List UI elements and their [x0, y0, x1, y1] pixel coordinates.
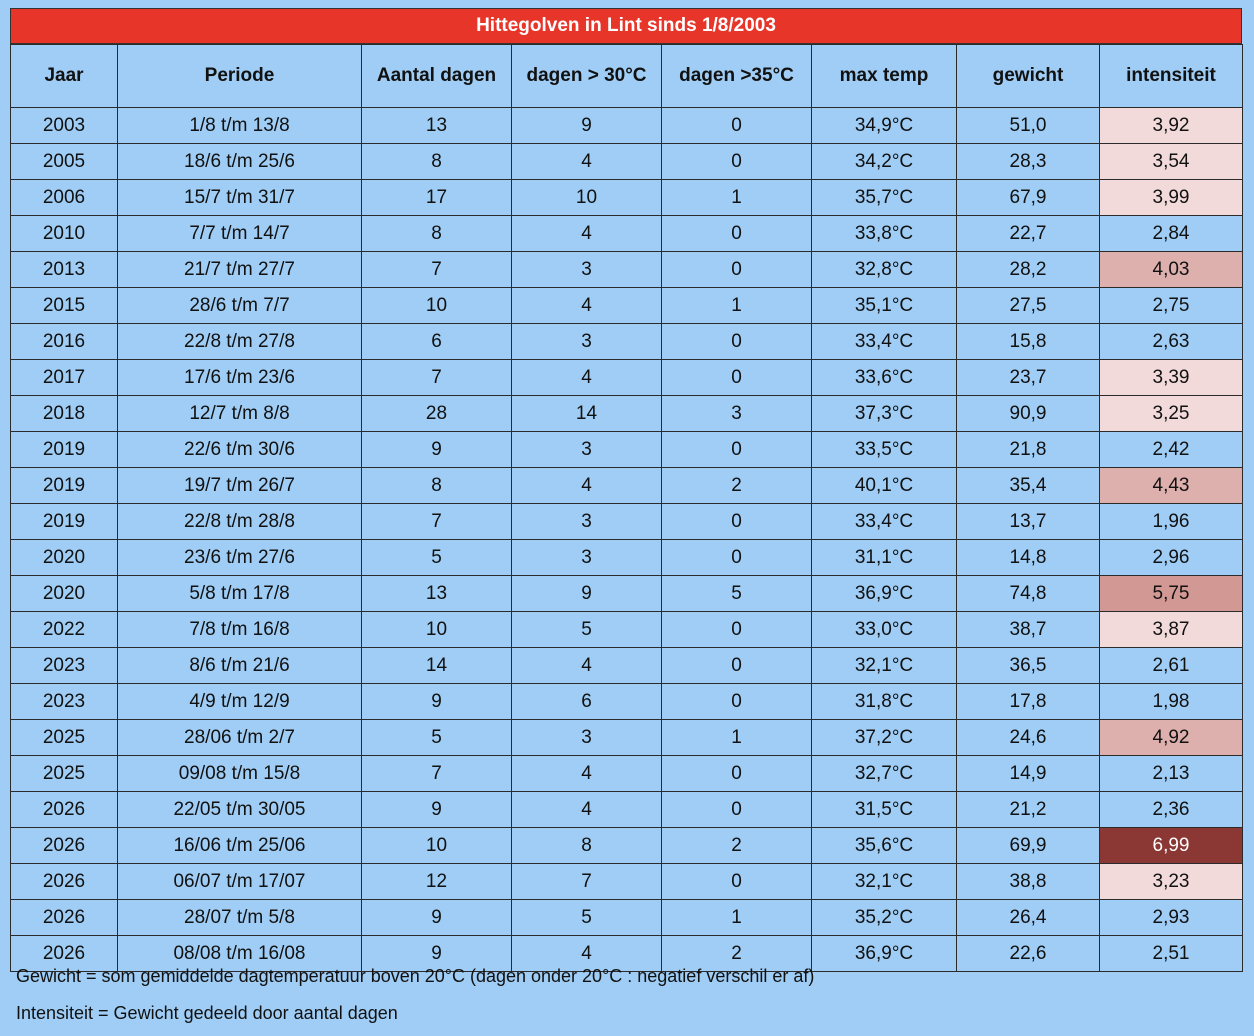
cell-periode: 28/6 t/m 7/7 — [118, 288, 362, 324]
cell-aantal-dagen: 12 — [362, 864, 512, 900]
cell-periode: 7/8 t/m 16/8 — [118, 612, 362, 648]
cell-intensiteit: 4,92 — [1100, 720, 1243, 756]
cell-periode: 12/7 t/m 8/8 — [118, 396, 362, 432]
column-header-dagen-35: dagen >35°C — [662, 45, 812, 108]
cell-jaar: 2019 — [11, 468, 118, 504]
cell-dagen-30: 4 — [512, 216, 662, 252]
cell-jaar: 2013 — [11, 252, 118, 288]
cell-dagen-30: 7 — [512, 864, 662, 900]
cell-periode: 22/05 t/m 30/05 — [118, 792, 362, 828]
cell-dagen-30: 8 — [512, 828, 662, 864]
table-row — [11, 576, 1243, 612]
cell-gewicht: 26,4 — [957, 900, 1100, 936]
cell-dagen-35: 1 — [662, 900, 812, 936]
cell-dagen-30: 3 — [512, 324, 662, 360]
cell-intensiteit: 2,93 — [1100, 900, 1243, 936]
cell-jaar: 2026 — [11, 900, 118, 936]
cell-intensiteit: 3,87 — [1100, 612, 1243, 648]
cell-aantal-dagen: 9 — [362, 684, 512, 720]
cell-intensiteit: 2,13 — [1100, 756, 1243, 792]
cell-jaar: 2023 — [11, 648, 118, 684]
cell-max-temp: 32,7°C — [812, 756, 957, 792]
cell-max-temp: 40,1°C — [812, 468, 957, 504]
footnote-gewicht: Gewicht = som gemiddelde dagtemperatuur boven 20°C (dagen onder 20°C : negatief verschil er af) — [16, 966, 815, 986]
table-row — [11, 360, 1243, 396]
cell-periode: 16/06 t/m 25/06 — [118, 828, 362, 864]
cell-dagen-35: 0 — [662, 144, 812, 180]
cell-aantal-dagen: 6 — [362, 324, 512, 360]
cell-dagen-35: 1 — [662, 288, 812, 324]
cell-aantal-dagen: 9 — [362, 432, 512, 468]
column-header-jaar: Jaar — [11, 45, 118, 108]
cell-aantal-dagen: 7 — [362, 504, 512, 540]
table-row — [11, 396, 1243, 432]
cell-dagen-30: 4 — [512, 468, 662, 504]
cell-max-temp: 31,8°C — [812, 684, 957, 720]
cell-dagen-30: 10 — [512, 180, 662, 216]
cell-dagen-35: 0 — [662, 756, 812, 792]
table-row — [11, 144, 1243, 180]
cell-dagen-30: 3 — [512, 540, 662, 576]
cell-dagen-30: 3 — [512, 252, 662, 288]
cell-gewicht: 17,8 — [957, 684, 1100, 720]
cell-intensiteit: 4,43 — [1100, 468, 1243, 504]
cell-dagen-30: 4 — [512, 360, 662, 396]
cell-aantal-dagen: 7 — [362, 360, 512, 396]
cell-gewicht: 22,7 — [957, 216, 1100, 252]
cell-dagen-35: 0 — [662, 324, 812, 360]
cell-dagen-30: 4 — [512, 936, 662, 972]
cell-max-temp: 32,1°C — [812, 648, 957, 684]
table-title: Hittegolven in Lint sinds 1/8/2003 — [10, 8, 1242, 44]
cell-dagen-30: 4 — [512, 648, 662, 684]
cell-aantal-dagen: 5 — [362, 720, 512, 756]
cell-max-temp: 33,0°C — [812, 612, 957, 648]
cell-intensiteit: 2,75 — [1100, 288, 1243, 324]
cell-max-temp: 34,9°C — [812, 108, 957, 144]
header-row — [11, 45, 1243, 108]
cell-intensiteit: 2,36 — [1100, 792, 1243, 828]
cell-intensiteit: 2,63 — [1100, 324, 1243, 360]
cell-periode: 22/8 t/m 28/8 — [118, 504, 362, 540]
cell-aantal-dagen: 9 — [362, 900, 512, 936]
cell-gewicht: 14,8 — [957, 540, 1100, 576]
cell-max-temp: 33,4°C — [812, 504, 957, 540]
cell-jaar: 2017 — [11, 360, 118, 396]
column-header-aantal-dagen: Aantal dagen — [362, 45, 512, 108]
cell-max-temp: 34,2°C — [812, 144, 957, 180]
cell-gewicht: 67,9 — [957, 180, 1100, 216]
cell-max-temp: 37,2°C — [812, 720, 957, 756]
table-row — [11, 468, 1243, 504]
cell-intensiteit: 3,39 — [1100, 360, 1243, 396]
cell-jaar: 2019 — [11, 504, 118, 540]
cell-intensiteit: 6,99 — [1100, 828, 1243, 864]
table-row — [11, 900, 1243, 936]
cell-aantal-dagen: 9 — [362, 936, 512, 972]
cell-max-temp: 35,7°C — [812, 180, 957, 216]
column-header-intensiteit: intensiteit — [1100, 45, 1243, 108]
cell-periode: 09/08 t/m 15/8 — [118, 756, 362, 792]
table-row — [11, 864, 1243, 900]
table-row — [11, 756, 1243, 792]
heatwave-sheet — [10, 8, 1242, 972]
cell-intensiteit: 5,75 — [1100, 576, 1243, 612]
cell-dagen-30: 6 — [512, 684, 662, 720]
cell-gewicht: 13,7 — [957, 504, 1100, 540]
cell-periode: 08/08 t/m 16/08 — [118, 936, 362, 972]
table-row — [11, 252, 1243, 288]
cell-aantal-dagen: 8 — [362, 468, 512, 504]
cell-periode: 1/8 t/m 13/8 — [118, 108, 362, 144]
cell-aantal-dagen: 8 — [362, 216, 512, 252]
cell-aantal-dagen: 5 — [362, 540, 512, 576]
table-row — [11, 324, 1243, 360]
cell-aantal-dagen: 17 — [362, 180, 512, 216]
table-row — [11, 288, 1243, 324]
cell-gewicht: 69,9 — [957, 828, 1100, 864]
cell-intensiteit: 4,03 — [1100, 252, 1243, 288]
cell-aantal-dagen: 8 — [362, 144, 512, 180]
table-row — [11, 540, 1243, 576]
cell-max-temp: 31,1°C — [812, 540, 957, 576]
cell-gewicht: 38,8 — [957, 864, 1100, 900]
cell-dagen-35: 1 — [662, 180, 812, 216]
cell-dagen-35: 5 — [662, 576, 812, 612]
cell-intensiteit: 2,61 — [1100, 648, 1243, 684]
cell-max-temp: 37,3°C — [812, 396, 957, 432]
cell-dagen-35: 3 — [662, 396, 812, 432]
cell-intensiteit: 2,96 — [1100, 540, 1243, 576]
cell-dagen-30: 9 — [512, 108, 662, 144]
cell-jaar: 2006 — [11, 180, 118, 216]
cell-aantal-dagen: 10 — [362, 288, 512, 324]
table-row — [11, 684, 1243, 720]
cell-dagen-35: 0 — [662, 216, 812, 252]
cell-max-temp: 31,5°C — [812, 792, 957, 828]
cell-dagen-35: 0 — [662, 540, 812, 576]
cell-dagen-30: 4 — [512, 756, 662, 792]
table-row — [11, 432, 1243, 468]
cell-dagen-35: 2 — [662, 936, 812, 972]
column-header-dagen-30: dagen > 30°C — [512, 45, 662, 108]
cell-intensiteit: 2,42 — [1100, 432, 1243, 468]
cell-dagen-35: 0 — [662, 108, 812, 144]
cell-periode: 4/9 t/m 12/9 — [118, 684, 362, 720]
cell-intensiteit: 3,54 — [1100, 144, 1243, 180]
cell-aantal-dagen: 13 — [362, 108, 512, 144]
cell-periode: 28/07 t/m 5/8 — [118, 900, 362, 936]
cell-max-temp: 36,9°C — [812, 936, 957, 972]
cell-gewicht: 27,5 — [957, 288, 1100, 324]
cell-periode: 28/06 t/m 2/7 — [118, 720, 362, 756]
cell-dagen-30: 5 — [512, 612, 662, 648]
cell-dagen-35: 0 — [662, 360, 812, 396]
cell-dagen-30: 5 — [512, 900, 662, 936]
cell-aantal-dagen: 28 — [362, 396, 512, 432]
cell-dagen-30: 3 — [512, 720, 662, 756]
cell-gewicht: 21,2 — [957, 792, 1100, 828]
cell-gewicht: 14,9 — [957, 756, 1100, 792]
cell-aantal-dagen: 9 — [362, 792, 512, 828]
table-body — [11, 108, 1243, 972]
cell-periode: 23/6 t/m 27/6 — [118, 540, 362, 576]
cell-jaar: 2019 — [11, 432, 118, 468]
table-row — [11, 720, 1243, 756]
cell-dagen-35: 0 — [662, 648, 812, 684]
cell-jaar: 2015 — [11, 288, 118, 324]
cell-jaar: 2026 — [11, 828, 118, 864]
cell-jaar: 2020 — [11, 540, 118, 576]
cell-max-temp: 35,1°C — [812, 288, 957, 324]
cell-intensiteit: 2,84 — [1100, 216, 1243, 252]
table-row — [11, 504, 1243, 540]
cell-aantal-dagen: 7 — [362, 756, 512, 792]
cell-dagen-35: 0 — [662, 792, 812, 828]
column-header-gewicht: gewicht — [957, 45, 1100, 108]
cell-dagen-35: 2 — [662, 828, 812, 864]
cell-jaar: 2023 — [11, 684, 118, 720]
cell-dagen-35: 1 — [662, 720, 812, 756]
cell-dagen-30: 4 — [512, 144, 662, 180]
cell-jaar: 2026 — [11, 864, 118, 900]
cell-jaar: 2005 — [11, 144, 118, 180]
cell-jaar: 2003 — [11, 108, 118, 144]
cell-dagen-35: 2 — [662, 468, 812, 504]
cell-gewicht: 21,8 — [957, 432, 1100, 468]
cell-dagen-30: 9 — [512, 576, 662, 612]
table-row — [11, 108, 1243, 144]
cell-gewicht: 22,6 — [957, 936, 1100, 972]
cell-periode: 8/6 t/m 21/6 — [118, 648, 362, 684]
cell-jaar: 2026 — [11, 792, 118, 828]
cell-gewicht: 38,7 — [957, 612, 1100, 648]
footnote-intensiteit: Intensiteit = Gewicht gedeeld door aantal dagen — [16, 1003, 398, 1023]
cell-max-temp: 32,1°C — [812, 864, 957, 900]
cell-intensiteit: 1,98 — [1100, 684, 1243, 720]
table-row — [11, 828, 1243, 864]
cell-max-temp: 32,8°C — [812, 252, 957, 288]
cell-dagen-30: 3 — [512, 432, 662, 468]
cell-gewicht: 24,6 — [957, 720, 1100, 756]
table-row — [11, 180, 1243, 216]
table-row — [11, 648, 1243, 684]
cell-max-temp: 33,5°C — [812, 432, 957, 468]
cell-gewicht: 28,2 — [957, 252, 1100, 288]
cell-max-temp: 33,6°C — [812, 360, 957, 396]
cell-dagen-35: 0 — [662, 864, 812, 900]
cell-jaar: 2010 — [11, 216, 118, 252]
cell-dagen-35: 0 — [662, 684, 812, 720]
cell-gewicht: 28,3 — [957, 144, 1100, 180]
column-header-max-temp: max temp — [812, 45, 957, 108]
table-row — [11, 612, 1243, 648]
heatwave-table — [10, 44, 1243, 972]
cell-aantal-dagen: 14 — [362, 648, 512, 684]
cell-periode: 22/6 t/m 30/6 — [118, 432, 362, 468]
cell-gewicht: 35,4 — [957, 468, 1100, 504]
cell-intensiteit: 1,96 — [1100, 504, 1243, 540]
cell-dagen-30: 4 — [512, 792, 662, 828]
cell-periode: 19/7 t/m 26/7 — [118, 468, 362, 504]
cell-dagen-35: 0 — [662, 432, 812, 468]
cell-dagen-35: 0 — [662, 612, 812, 648]
cell-periode: 17/6 t/m 23/6 — [118, 360, 362, 396]
cell-jaar: 2016 — [11, 324, 118, 360]
cell-gewicht: 74,8 — [957, 576, 1100, 612]
cell-jaar: 2025 — [11, 720, 118, 756]
cell-periode: 18/6 t/m 25/6 — [118, 144, 362, 180]
cell-gewicht: 51,0 — [957, 108, 1100, 144]
cell-max-temp: 36,9°C — [812, 576, 957, 612]
cell-aantal-dagen: 7 — [362, 252, 512, 288]
cell-max-temp: 35,6°C — [812, 828, 957, 864]
cell-gewicht: 15,8 — [957, 324, 1100, 360]
cell-intensiteit: 3,23 — [1100, 864, 1243, 900]
cell-dagen-30: 3 — [512, 504, 662, 540]
cell-periode: 5/8 t/m 17/8 — [118, 576, 362, 612]
cell-aantal-dagen: 10 — [362, 828, 512, 864]
cell-intensiteit: 3,99 — [1100, 180, 1243, 216]
cell-dagen-30: 4 — [512, 288, 662, 324]
cell-jaar: 2020 — [11, 576, 118, 612]
cell-jaar: 2025 — [11, 756, 118, 792]
cell-dagen-30: 14 — [512, 396, 662, 432]
table-row — [11, 792, 1243, 828]
cell-gewicht: 23,7 — [957, 360, 1100, 396]
cell-jaar: 2026 — [11, 936, 118, 972]
cell-intensiteit: 3,92 — [1100, 108, 1243, 144]
cell-dagen-35: 0 — [662, 504, 812, 540]
cell-jaar: 2022 — [11, 612, 118, 648]
cell-max-temp: 33,4°C — [812, 324, 957, 360]
cell-periode: 06/07 t/m 17/07 — [118, 864, 362, 900]
cell-intensiteit: 2,51 — [1100, 936, 1243, 972]
cell-periode: 22/8 t/m 27/8 — [118, 324, 362, 360]
table-row — [11, 216, 1243, 252]
cell-gewicht: 36,5 — [957, 648, 1100, 684]
cell-periode: 21/7 t/m 27/7 — [118, 252, 362, 288]
cell-jaar: 2018 — [11, 396, 118, 432]
cell-gewicht: 90,9 — [957, 396, 1100, 432]
column-header-periode: Periode — [118, 45, 362, 108]
cell-periode: 15/7 t/m 31/7 — [118, 180, 362, 216]
cell-intensiteit: 3,25 — [1100, 396, 1243, 432]
cell-max-temp: 33,8°C — [812, 216, 957, 252]
cell-aantal-dagen: 10 — [362, 612, 512, 648]
cell-dagen-35: 0 — [662, 252, 812, 288]
cell-periode: 7/7 t/m 14/7 — [118, 216, 362, 252]
cell-max-temp: 35,2°C — [812, 900, 957, 936]
cell-aantal-dagen: 13 — [362, 576, 512, 612]
